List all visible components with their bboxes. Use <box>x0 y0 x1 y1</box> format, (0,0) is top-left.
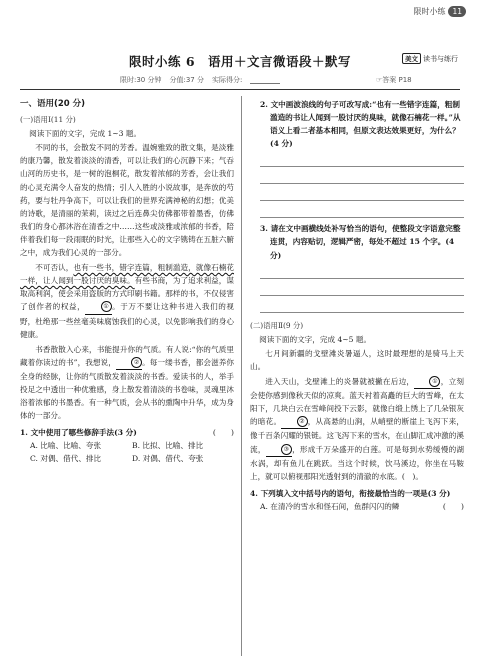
subsection-heading: (二)语用Ⅱ(9 分) <box>250 320 304 330</box>
blank-2[interactable]: ② <box>116 356 142 370</box>
option-d[interactable]: D. 对偶、借代、夸张 <box>132 454 204 464</box>
question-3: 3. 请在文中画横线处补写恰当的语句，使整段文字语意完整连贯，内容贴切，逻辑严密，每处不超过 15 个字。(4 分) <box>250 222 464 312</box>
answer-line[interactable] <box>260 262 464 279</box>
meta-bar <box>120 75 412 85</box>
passage-paragraph-2: 不可否认，也有一些书，错字连篇，粗制滥造，就像石楠花一样，让人闻到一股讨厌的臭味。有些书商，为了追求利益，谋取高利润，使会采用盗版的方式印刷书籍。那样的书，不仅侵害了创作者的权益， ① 。于万不要让这种书进入我们的视野，杜绝那一些丝毫美味腐蚀我们的心灵，以免影响我们的身心健康。 <box>20 263 235 339</box>
passage-paragraph-4: 七月间新疆的戈壁滩炎暑逼人，这时最理想的是骑马上天山。 <box>250 348 464 371</box>
brand-logo <box>402 53 458 64</box>
answer-ref: ☞答案 P18 <box>376 76 412 84</box>
passage-paragraph-5: 进入天山，戈壁滩上的炎暑就被撇在后边， ① ，立刻会使你感到像秋天似的凉爽。蓝天衬着高矗的巨大的雪峰，在太阳下，几块白云在雪峰间投下云影，就像白缎上绣上了几朵银灰的暗花。 ② ，从高悬的山涧，从峭壁的断崖上飞泻下来，像千百条闪耀的银链。这飞泻下来的雪水，在山脚汇成冲激的溪流， ③ ，形成千万朵盛开的白莲。可是每到水势缓慢的湖水涡，却有鱼儿在跳跃。当这个时候，饮马溪边，你坐在马鞍上，就可以俯视那阳光透射到的清澈的水底。( )。 <box>250 377 465 481</box>
header-label: 限时小练 <box>413 7 446 16</box>
score-total: 分值:37 分 <box>169 76 204 84</box>
option-a[interactable]: A. 在清冷的雪水和怪石间，鱼群闪闪的鳞 <box>260 501 400 511</box>
answer-paren[interactable]: ( ) <box>442 501 464 511</box>
page-title: 限时小练 6 语用＋文言微语段＋默写 <box>128 54 352 69</box>
answer-line[interactable] <box>260 150 464 167</box>
answer-line[interactable] <box>260 201 464 218</box>
page-number: 11 <box>448 6 466 17</box>
logo-seal-icon: 美文 <box>402 53 421 64</box>
answer-line[interactable] <box>260 167 464 184</box>
wavy-underlined-sentence: 也有一些书，错字连篇，粗制滥造，就像石楠花一样，让人闻到一股讨厌的臭味。 <box>20 263 235 286</box>
running-header <box>413 6 466 17</box>
question-1: 1. 文中使用了哪些修辞手法(3 分) ( ) A. 比喻、比喻、夸张 B. 比拟、比喻、排比 C. 对偶、借代、排比 D. 对偶、借代、夸张 <box>20 426 234 465</box>
answer-paren[interactable]: ( ) <box>212 428 234 438</box>
subsection-heading: (一)语用Ⅰ(11 分) <box>20 115 76 125</box>
answer-line[interactable] <box>260 279 464 296</box>
actual-score-field[interactable] <box>250 75 280 84</box>
instruction: 阅读下面的文字，完成 4~5 题。 <box>259 334 372 344</box>
blank-2[interactable]: ② <box>281 415 307 429</box>
section-heading: 一、语用(20 分) <box>20 99 86 109</box>
question-2: 2. 文中画波浪线的句子可改写成:“也有一些错字连篇，粗制滥造的书让人闻到一股讨厌的臭味，就像石楠花一样。”从语义上看二者基本相同，但原文表达效果更好，为什么？(4 分) <box>250 98 464 218</box>
logo-text: 读书与练行 <box>423 54 458 63</box>
option-a[interactable]: A. 比喻、比喻、夸张 <box>30 441 102 451</box>
column-divider <box>241 96 242 656</box>
question-4: 4. 下列填入文中括号内的语句，衔接最恰当的一项是(3 分) ( ) A. 在清冷的雪水和怪石间，鱼群闪闪的鳞 <box>250 487 464 513</box>
passage-paragraph-1: 不同的书，会散发不同的芳香。温婉雅致的散文集，是淡雅的康乃馨，散发着淡淡的清香，可以让我们的心沉静下来；气吞山河的历史书，是一树的泡桐花，散发着浓郁的芳香，会让我们的心灵充满令人奋发的热情；引人入胜的小说故事，是奔放的芍药，要与牡丹争高下，可以让我们的世界充满神秘的幻想；优美的诗歌，是清丽的茉莉，读过之后连鼻尖仿佛都带着墨香，仿佛我们的身心都沐浴在清香之中……这些或淡雅或浓郁的书香，陪伴着我们每一段雨眠的时光，让那些入心的文字镌铸在五脏六腑之中，成为我们心灵的一部分。 <box>20 143 234 258</box>
header-rule <box>20 89 460 90</box>
option-c[interactable]: C. 对偶、借代、排比 <box>30 454 102 464</box>
answer-line[interactable] <box>260 296 464 313</box>
blank-1[interactable]: ① <box>414 375 440 389</box>
blank-3[interactable]: ③ <box>266 443 292 457</box>
right-column <box>250 98 464 513</box>
option-b[interactable]: B. 比拟、比喻、排比 <box>132 441 204 451</box>
passage-paragraph-3: 书香散散入心来，书能提升你的气质。有人说:“你的气质里藏着你读过的书”，我想说， ② 。每一缕书香，都会滋养你全身的经脉，让你的气质散发着淡淡的书香。爱读书的人，举手投足之中透出一种优雅感，身上散发着清淡的书卷味，灵魂里沐浴着浓郁的书墨香。有一种气质，会从书的熏陶中升华，成为身体的一部分。 <box>20 344 234 421</box>
answer-line[interactable] <box>260 184 464 201</box>
options <box>20 439 234 465</box>
blank-1[interactable]: ① <box>85 300 111 314</box>
instruction: 阅读下面的文字，完成 1~3 题。 <box>29 129 142 139</box>
actual-score-label: 实际得分: <box>212 76 243 84</box>
left-column <box>20 98 234 466</box>
time-limit: 限时:30 分钟 <box>120 76 162 84</box>
